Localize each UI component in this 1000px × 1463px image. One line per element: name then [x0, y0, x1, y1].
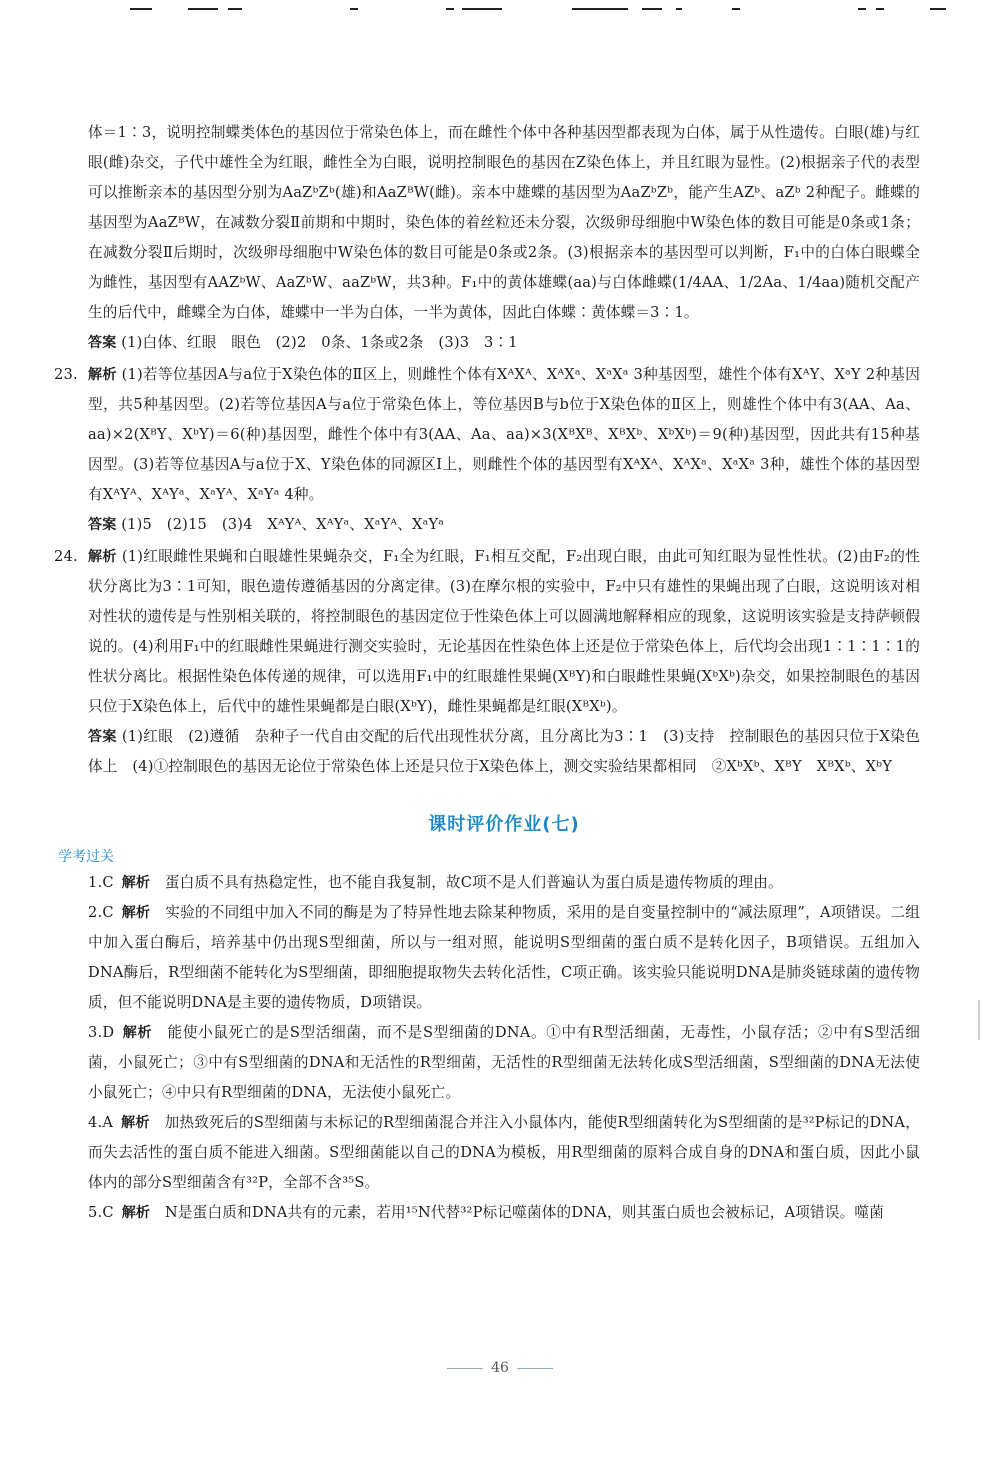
analysis-text: 实验的不同组中加入不同的酶是为了特异性地去除某种物质，采用的是自变量控制中的“减法原理”，A项错误。二组中加入蛋白酶后，培养基中仍出现S型细菌，所以与一组对照，能说明S型细菌的蛋白质不是转化因子，B项错误。五组加入DNA酶后，R型细菌不能转化为S型细菌，即细胞提取物失去转化活性，C项正确。该实验只能说明DNA是肺炎链球菌的遗传物质，但不能说明DNA是主要的遗传物质，D项错误。: [88, 904, 920, 1011]
question-number: 3.D: [88, 1024, 115, 1041]
answer-label: 答案: [88, 517, 117, 533]
answer-label: 答案: [88, 335, 117, 351]
question-3: [60, 1018, 920, 1108]
page-number: 46: [491, 1360, 509, 1376]
analysis-text: 加热致死后的S型细菌与未标记的R型细菌混合并注入小鼠体内，能使R型细菌转化为S型细菌的是³²P标记的DNA，而失去活性的蛋白质不能进入细菌。S型细菌能以自己的DNA为模板，用R型细菌的原料合成自身的DNA和蛋白质，因此小鼠体内的部分S型细菌含有³²P，全部不含³⁵S。: [88, 1114, 920, 1191]
margin-mark: [978, 1000, 980, 1040]
answer-text: (1)红眼 (2)遵循 杂种子一代自由交配的后代出现性状分离，且分离比为3∶1 (3)支持 控制眼色的基因只位于X染色体上 (4)①控制眼色的基因无论位于常染色体上还是只位于X染色体上，测交实验结果都相同 ②XᵇXᵇ、XᴮY XᴮXᵇ、XᵇY: [88, 728, 920, 775]
footer-rule-right: [517, 1368, 553, 1369]
question-list: [58, 868, 920, 1228]
question-2: [60, 898, 920, 1018]
continued-explanation: 体＝1∶3，说明控制蝶类体色的基因位于常染色体上，而在雌性个体中各种基因型都表现为白体，属于从性遗传。白眼(雄)与红眼(雌)杂交，子代中雄性全为红眼，雌性全为白眼，说明控制眼色的基因在Z染色体上，并且红眼为显性。(2)根据亲子代的表型可以推断亲本的基因型分别为AaZᵇZᵇ(雄)和AaZᴮW(雌)。亲本中雄蝶的基因型为AaZᵇZᵇ，能产生AZᵇ、aZᵇ 2种配子。雌蝶的基因型为AaZᴮW，在减数分裂Ⅱ前期和中期时，染色体的着丝粒还未分裂，次级卵母细胞中W染色体的数目可能是0条或1条；在减数分裂Ⅱ后期时，次级卵母细胞中W染色体的数目可能是0条或2条。(3)根据亲本的基因型可以判断，F₁中的白体白眼蝶全为雌性，基因型有AAZᵇW、AaZᵇW、aaZᵇW，共3种。F₁中的黄体雄蝶(aa)与白体雌蝶(1/4AA、1/2Aa、1/4aa)随机交配产生的后代中，雌蝶全为白体，雄蝶中一半为白体，一半为黄体，因此白体蝶∶黄体蝶＝3∶1。: [88, 124, 920, 321]
page-content: [54, 118, 921, 1228]
question-number: 5.C: [88, 1204, 114, 1221]
question-number: 4.A: [88, 1114, 114, 1131]
question-1: [60, 868, 920, 898]
question-5: [60, 1198, 920, 1228]
analysis-text: N是蛋白质和DNA共有的元素，若用¹⁵N代替³²P标记噬菌体的DNA，则其蛋白质也会被标记，A项错误。噬菌: [164, 1204, 884, 1221]
analysis-label: 解析: [88, 367, 117, 383]
question-number: 2.C: [88, 904, 114, 921]
question-number: 23.: [54, 366, 78, 383]
question-number: 1.C: [88, 874, 114, 891]
question-number: 24.: [54, 548, 78, 565]
section-tag: 学考过关: [58, 849, 114, 865]
analysis-label: 解析: [121, 875, 151, 891]
answer-text: (1)白体、红眼 眼色 (2)2 0条、1条或2条 (3)3 3∶1: [121, 334, 518, 351]
answer-text: (1)5 (2)15 (3)4 XᴬYᴬ、XᴬYᵃ、XᵃYᴬ、XᵃYᵃ: [121, 516, 445, 533]
analysis-label: 解析: [121, 905, 151, 921]
answer-label: 答案: [88, 729, 117, 745]
page-footer: [0, 1360, 1000, 1376]
analysis-text: (1)若等位基因A与a位于X染色体的Ⅱ区上，则雌性个体有XᴬXᴬ、XᴬXᵃ、XᵃXᵃ 3种基因型，雄性个体有XᴬY、XᵃY 2种基因型，共5种基因型。(2)若等位基因A与a位于常染色体上，等位基因B与b位于X染色体的Ⅱ区上，则雄性个体中有3(AA、Aa、aa)×2(XᴮY、XᵇY)＝6(种)基因型，雌性个体中有3(AA、Aa、aa)×3(XᴮXᴮ、XᴮXᵇ、XᵇXᵇ)＝9(种)基因型，因此共有15种基因型。(3)若等位基因A与a位于X、Y染色体的同源区Ⅰ上，则雌性个体的基因型有XᴬXᴬ、XᴬXᵃ、XᵃXᵃ 3种，雄性个体的基因型有XᴬYᴬ、XᴬYᵃ、XᵃYᴬ、XᵃYᵃ 4种。: [88, 366, 920, 503]
analysis-label: 解析: [88, 549, 117, 565]
analysis-text: (1)红眼雌性果蝇和白眼雄性果蝇杂交，F₁全为红眼，F₁相互交配，F₂出现白眼，由此可知红眼为显性性状。(2)由F₂的性状分离比为3∶1可知，眼色遗传遵循基因的分离定律。(3)在摩尔根的实验中，F₂中只有雄性的果蝇出现了白眼，这说明该对相对性状的遗传是与性别相关联的，将控制眼色的基因定位于性染色体上可以圆满地解释相应的现象，这说明该实验是支持萨顿假说的。(4)利用F₁中的红眼雌性果蝇进行测交实验时，无论基因在性染色体上还是位于常染色体上，后代均会出现1∶1∶1∶1的性状分离比。根据性染色体传递的规律，可以选用F₁中的红眼雄性果蝇(XᴮY)和白眼雌性果蝇(XᵇXᵇ)杂交，如果控制眼色的基因只位于X染色体上，后代中的雄性果蝇都是白眼(XᵇY)，雌性果蝇都是红眼(XᴮXᵇ)。: [88, 548, 920, 715]
answer-22: [88, 328, 920, 358]
question-23: [54, 360, 920, 540]
analysis-text: 能使小鼠死亡的是S型活细菌，而不是S型细菌的DNA。①中有R型活细菌，无毒性，小鼠存活；②中有S型活细菌，小鼠死亡；③中有S型细菌的DNA和无活性的R型细菌，无活性的R型细菌无法转化成S型活细菌，S型细菌的DNA无法使小鼠死亡；④中只有R型细菌的DNA，无法使小鼠死亡。: [88, 1024, 921, 1101]
question-24: [54, 542, 920, 782]
analysis-label: 解析: [121, 1115, 150, 1131]
analysis-text: 蛋白质不具有热稳定性，也不能自我复制，故C项不是人们普遍认为蛋白质是遗传物质的理由。: [164, 874, 783, 891]
top-scan-marks: [0, 0, 1000, 20]
question-4: [60, 1108, 920, 1198]
section-title: 课时评价作业(七): [428, 814, 580, 835]
analysis-label: 解析: [122, 1025, 153, 1041]
footer-rule-left: [447, 1368, 483, 1369]
analysis-label: 解析: [121, 1205, 151, 1221]
